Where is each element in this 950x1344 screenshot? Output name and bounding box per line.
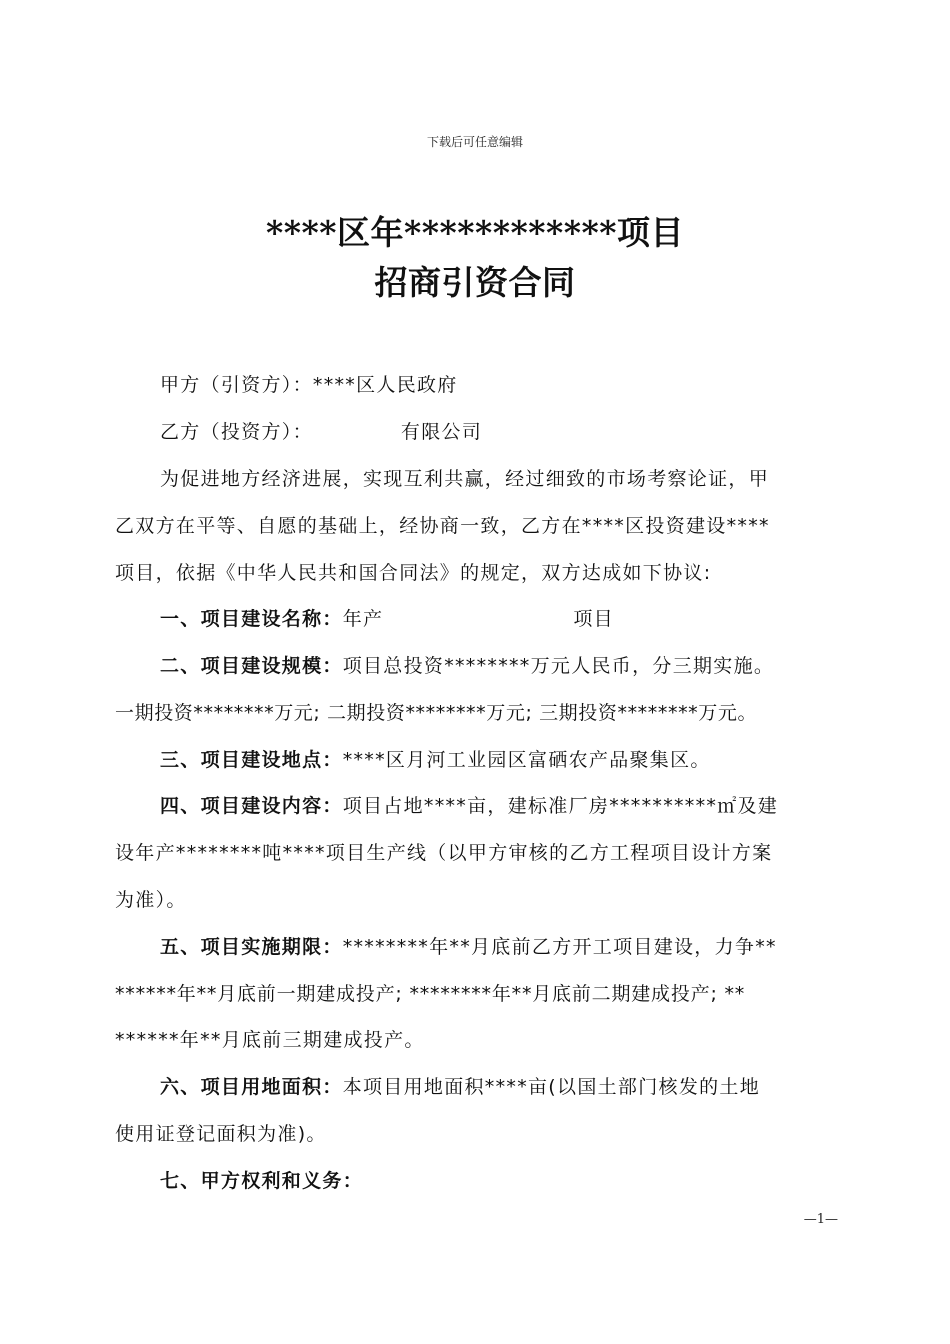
clause-1-heading: 一、项目建设名称： xyxy=(160,608,343,630)
party-a: 甲方（引资方）：****区人民政府 xyxy=(160,374,458,396)
clause-5 xyxy=(0,932,950,959)
clause-7 xyxy=(0,1166,950,1193)
clause-5-text: ********年**月底前乙方开工项目建设，力争** xyxy=(342,936,777,958)
clause-2-text: 项目总投资********万元人民币，分三期实施。 xyxy=(342,655,775,677)
clause-5-cont2: ******年**月底前三期建成投产。 xyxy=(115,1029,425,1051)
clause-4 xyxy=(0,791,950,818)
preamble-line-2: 乙双方在平等、自愿的基础上，经协商一致，乙方在****区投资建设**** xyxy=(115,515,770,537)
document-title-line1: ****区年************项目 xyxy=(265,213,685,252)
clause-1-text1: 年产 xyxy=(342,608,384,630)
clause-2 xyxy=(0,651,950,678)
clause-6-cont: 使用证登记面积为准)。 xyxy=(115,1123,327,1145)
clause-7-heading: 七、甲方权利和义务： xyxy=(160,1170,364,1192)
clause-3-heading: 三、项目建设地点： xyxy=(160,749,343,771)
party-b-prefix: 乙方（投资方）： xyxy=(160,421,313,443)
clause-4-heading: 四、项目建设内容： xyxy=(160,795,343,817)
clause-4-cont1: 设年产********吨****项目生产线（以甲方审核的乙方工程项目设计方案 xyxy=(115,842,773,864)
clause-2-cont: 一期投资********万元; 二期投资********万元; 三期投资********万元。 xyxy=(115,702,758,724)
clause-6 xyxy=(0,1072,950,1099)
preamble-line-3: 项目，依据《中华人民共和国合同法》的规定，双方达成如下协议: xyxy=(115,562,712,584)
page-number: —1— xyxy=(803,1212,838,1227)
clause-1 xyxy=(0,604,950,631)
clause-3 xyxy=(0,745,950,772)
party-b-company: 有限公司 xyxy=(400,421,483,443)
clause-3-text: ****区月河工业园区富硒农产品聚集区。 xyxy=(342,749,711,771)
clause-6-text: 本项目用地面积****亩(以国土部门核发的土地 xyxy=(342,1076,761,1098)
clause-4-cont2: 为准）。 xyxy=(115,889,187,911)
clause-5-heading: 五、项目实施期限： xyxy=(160,936,343,958)
clause-4-text: 项目占地****亩，建标准厂房**********㎡及建 xyxy=(342,795,779,817)
preamble-line-1: 为促进地方经济进展，实现互利共赢，经过细致的市场考察论证，甲 xyxy=(160,468,770,490)
party-b xyxy=(0,417,950,444)
clause-5-cont1: ******年**月底前一期建成投产; ********年**月底前二期建成投产; ** xyxy=(115,983,746,1005)
clause-6-heading: 六、项目用地面积： xyxy=(160,1076,343,1098)
document-title-line2: 招商引资合同 xyxy=(374,263,576,302)
clause-1-text2: 项目 xyxy=(573,608,614,630)
clause-2-heading: 二、项目建设规模： xyxy=(160,655,343,677)
header-note: 下载后可任意编辑 xyxy=(426,135,523,149)
